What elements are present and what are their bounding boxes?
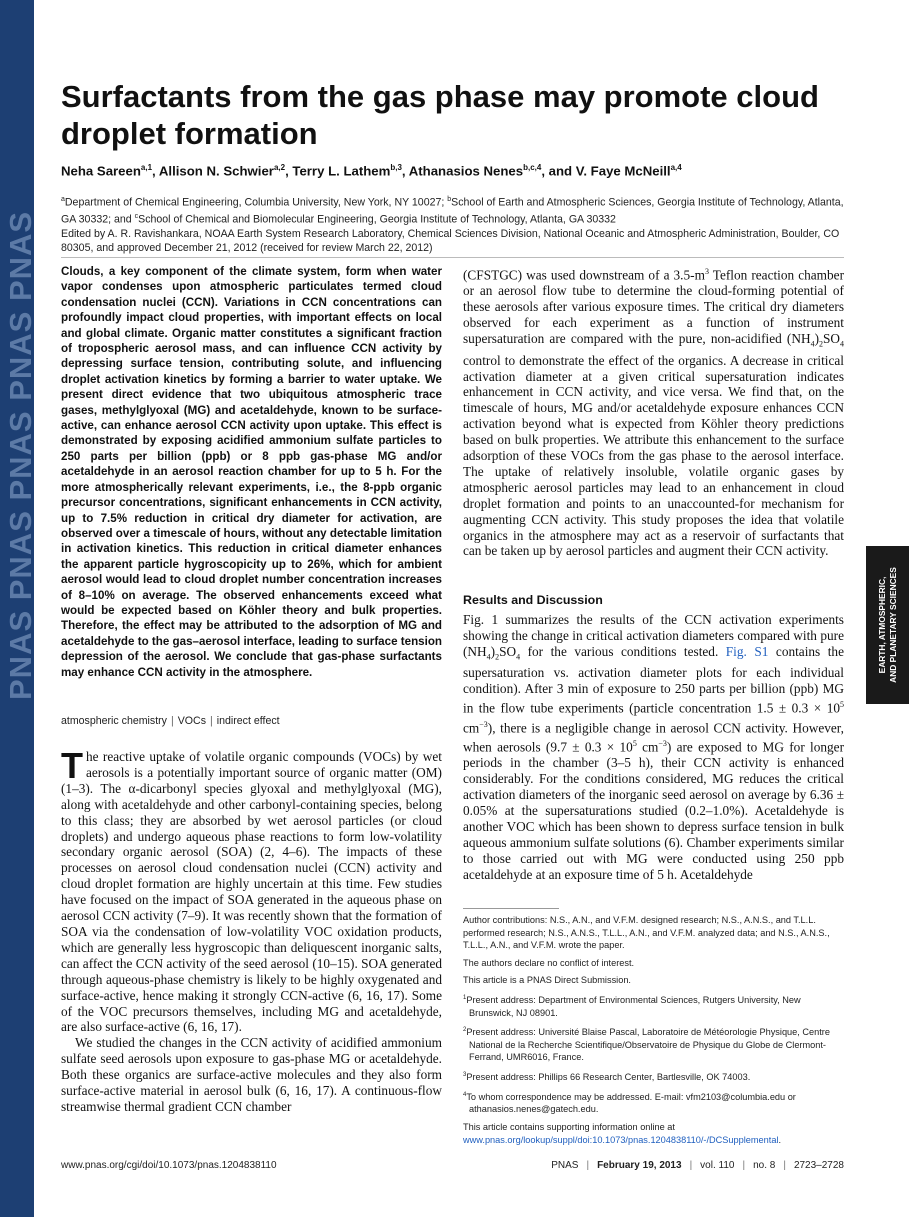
- footer-citation: PNAS | February 19, 2013 | vol. 110 | no. 8 | 2723–2728: [551, 1160, 844, 1171]
- keyword: VOCs: [177, 715, 206, 727]
- author-name: Terry L. Lathem: [292, 163, 391, 179]
- author-affiliation-sup: b,3: [390, 163, 402, 172]
- results-paragraph: Fig. 1 summarizes the results of the CCN activation experiments showing the change in critical activation diameters compared with pure $(NH_4)_2SO_4$ for the various conditions tested. Fig. S1 contains the supersaturation vs. activation diameter plots for each individual condition). After 3 min of exposure to 250 parts per billion (ppb) MG in the flow tube experiments (particle concentration $1.5 \pm 0.3 \times 10^5$ $cm^{-3}$), there is a negligible change in aerosol CCN activity. However, when aerosols ($9.7 \pm 0.3 \times 10^5$ $cm^{-3}$) are exposed to MG for longer periods in the chamber (3–5 h), their CCN activity is enhanced considerably. For the conditions considered, MG reduces the critical activation diameters of the inorganic seed aerosol on average by 6.36 ± 0.05% at the supersaturations studied (0.2–1.0%). Acetaldehyde is another VOC which has been shown to depress surface tension in bulk aqueous ammonium sulfate solutions (6). Chamber experiments similar to those carried out with MG were conducted using 250 ppb acetaldehyde at an exposure time of 5 h. Acetaldehyde: [463, 612, 844, 882]
- introduction: [61, 745, 442, 1115]
- keyword: indirect effect: [216, 715, 280, 727]
- footnote-4: $^4$To whom correspondence may be addressed. E-mail: vfm2103@columbia.edu or athanasios.nenes@gatech.edu.: [463, 1091, 796, 1115]
- author-name: Allison N. Schwier: [158, 163, 274, 179]
- side-tab-line-1: EARTH, ATMOSPHERIC,: [876, 576, 887, 674]
- intro-continuation: (CFSTGC) was used downstream of a $3.5-m^3$ Teflon reaction chamber or an aerosol flow tube to determine the cloud-forming potential of these aerosols after various exposure times. The critical dry diameters observed for each experiment as a function of instrument supersaturation are compared with the pure, non-acidified $(NH_4)_2SO_4$ control to demonstrate the effect of the organics. A decrease in critical activation diameter at a given critical supersaturation indicates enhancement in CCN activity, and vice versa. We find that, on the timescale of hours, MG and/or acetaldehyde exposure enhances CCN activation beyond what is expected from Köhler theory predictions based on bulk properties. We attribute this enhancement to the surface adsorption of these VOCs from the gas phase to the aerosol interface. The uptake of relatively insoluble, volatile organic gases by atmospheric aerosol particles may lead to an enhancement in cloud droplet formation and points to an unaccounted-for mechanism for augmenting CCN activity. This study proposes the idea that volatile organics in the atmosphere may act as a reservoir of surfactants that can be taken up by aerosol particles and augment their CCN activity.: [463, 267, 845, 559]
- footer-date: February 19, 2013: [597, 1160, 682, 1171]
- affiliation-c: School of Chemical and Biomolecular Engineering, Georgia Institute of Technology, Atlanta, GA 30332: [138, 213, 616, 226]
- footer-journal: PNAS: [551, 1160, 579, 1171]
- direct-submission-note: This article is a PNAS Direct Submission.: [463, 975, 631, 986]
- side-tab-line-2: AND PLANETARY SCIENCES: [887, 567, 898, 683]
- author-name: V. Faye McNeill: [575, 163, 671, 179]
- affiliation-a: Department of Chemical Engineering, Columbia University, New York, NY 10027;: [64, 196, 448, 209]
- author-name: Athanasios Nenes: [408, 163, 524, 179]
- drop-cap: T: [61, 745, 83, 786]
- author-affiliation-sup: b,c,4: [523, 163, 542, 172]
- keywords: atmospheric chemistry | VOCs | indirect effect: [61, 715, 280, 727]
- footnote-3: $^3$Present address: Phillips 66 Research Center, Bartlesville, OK 74003.: [463, 1072, 751, 1083]
- intro-paragraph-2: We studied the changes in the CCN activity of acidified ammonium sulfate seed aerosols upon exposure to gas-phase MG or acetaldehyde. Both these organics are surface-active molecules and they also form surface-active material in aerosol bulk (6, 16, 17). A continuous-flow streamwise thermal gradient CCN chamber: [61, 1035, 442, 1114]
- author-list: Neha Sareen$^{a,1}$, Allison N. Schwier$^{a,2}$, Terry L. Lathem$^{b,3}$, Athanasios Nenes$^{b,c,4}$, and V. Faye McNeill$^{a,4}$: [61, 163, 682, 179]
- footnote-1: $^1$Present address: Department of Environmental Sciences, Rutgers University, New Brunswick, NJ 08901.: [463, 994, 801, 1018]
- abstract: Clouds, a key component of the climate system, form when water vapor condenses upon atmospheric particulates termed cloud condensation nuclei (CCN). Variations in CCN concentrations can profoundly impact cloud properties, with important effects on local and global climate. Organic matter constitutes a significant fraction of tropospheric aerosol mass, and can influence CCN activity by depressing surface tension, contributing solute, and influencing droplet activation kinetics by forming a barrier to water uptake. We present direct evidence that two ubiquitous atmospheric trace gases, methylglyoxal (MG) and acetaldehyde, known to be surface-active, can enhance aerosol CCN activity upon uptake. This effect is demonstrated by exposing acidified ammonium sulfate particles to 250 parts per billion (ppb) or 8 ppb gas-phase MG and/or acetaldehyde in an aerosol reaction chamber for up to 5 h. For the more atmospherically relevant experiments, i.e., the 8-ppb organic precursor concentrations, significant enhancements in CCN activity, up to 7.5% reduction in critical dry diameter for activation, are observed over a timescale of hours, without any detectable limitation in activation kinetics. This reduction in critical diameter enhances the apparent particle hygroscopicity up to 26%, which for ambient aerosol would lead to cloud droplet number concentration increases of 8–10% on average. The observed enhancements exceed what would be expected based on Köhler theory and bulk properties. Therefore, the effect may be attributed to the adsorption of MG and acetaldehyde to the gas–aerosol interface, leading to surface tension depression of the aerosol. We conclude that gas-phase surfactants may enhance CCN activity in the atmosphere.: [61, 265, 442, 679]
- intro-paragraph-1: he reactive uptake of volatile organic compounds (VOCs) by wet aerosols is a potentially important source of organic matter (OM) (1–3). The α-dicarbonyl species glyoxal and methylglyoxal (MG), along with acetaldehyde and other carbonyl-containing species, belong to this class; they are absorbed by wet aerosol particles (or cloud droplets) and undergo aqueous phase reactions to form low-volatility secondary organic aerosol (SOA) (2, 4–6). The impacts of these processes on aerosol cloud condensation nuclei (CCN) activity and cloud droplet formation are highly uncertain at this time. Few studies have focused on the impact of SOA generated in the aqueous phase on aerosol CCN activity (7–9). It was recently shown that the formation of SOA via the condensation of low-volatility VOC oxidation products, which are generally less hygroscopic than deliquescent inorganic salts, can affect the CCN activity of the seed aerosol (10–15). SOA generated through aqueous-phase chemistry is likely to be highly oxygenated and surface-active, hence making it strongly CCN-active (6, 16, 17). Some of the VOC precursors themselves, including MG and acetaldehyde, are also surface-active (6, 16, 17).: [61, 749, 442, 1035]
- figure-s1-link[interactable]: Fig. S1: [725, 643, 769, 659]
- footer-doi-link[interactable]: www.pnas.org/cgi/doi/10.1073/pnas.1204838110: [61, 1160, 277, 1171]
- keyword: atmospheric chemistry: [61, 715, 167, 727]
- pnas-sidebar-logo-text: PNAS PNAS PNAS PNAS PNAS: [3, 210, 38, 700]
- edited-by: Edited by A. R. Ravishankara, NOAA Earth System Research Laboratory, Chemical Sciences Division, National Oceanic and Atmospheric Administration, Boulder, CO 80305, and approved December 21, 2012 (received for review March 22, 2012): [61, 228, 840, 254]
- footnote-2: $^2$Present address: Université Blaise Pascal, Laboratoire de Météorologie Physique, Centre National de la Recherche Scientifique/Observatoire de Physique du Globe de Clermont-Ferrand, UMR6016, France.: [463, 1027, 830, 1063]
- header-divider: [61, 257, 844, 258]
- section-heading-results: Results and Discussion: [463, 593, 603, 607]
- section-side-tab: [866, 546, 909, 704]
- author-contributions: Author contributions: N.S., A.N., and V.F.M. designed research; N.S., A.N.S., and T.L.L. performed research; N.S., A.N.S., T.L.L., A.N., and V.F.M. analyzed data; and N.S., A.N.S., T.L.L., A.N., and V.F.M. wrote the paper.: [463, 915, 830, 951]
- footnote-divider: [463, 908, 559, 909]
- pnas-sidebar: [0, 0, 38, 1217]
- footer-volume: vol. 110: [700, 1160, 735, 1171]
- footer-pages: 2723–2728: [793, 1160, 844, 1171]
- footnotes: [463, 914, 844, 1151]
- author-name: Neha Sareen: [61, 163, 141, 179]
- supporting-info-link[interactable]: www.pnas.org/lookup/suppl/doi:10.1073/pnas.1204838110/-/DCSupplemental: [463, 1134, 779, 1145]
- author-affiliation-sup: a,4: [670, 163, 682, 172]
- footer-number: no. 8: [753, 1160, 776, 1171]
- affiliation-b: School of Earth and Atmospheric Sciences, Georgia Institute of Technology, Atlanta, GA 30332; and: [61, 196, 844, 226]
- conflict-statement: The authors declare no conflict of interest.: [463, 957, 635, 968]
- supporting-info-note: This article contains supporting information online at www.pnas.org/lookup/suppl/doi:10.1073/pnas.1204838110/-/DCSupplemental.: [463, 1121, 782, 1145]
- author-affiliation-sup: a,1: [140, 163, 153, 172]
- author-affiliation-sup: a,2: [273, 163, 286, 172]
- article-title: Surfactants from the gas phase may promote cloud droplet formation: [61, 79, 819, 151]
- affiliations: $^a$Department of Chemical Engineering, Columbia University, New York, NY 10027; $^b$School of Earth and Atmospheric Sciences, Georgia Institute of Technology, Atlanta, GA 30332; and $^c$School of Chemical and Biomolecular Engineering, Georgia Institute of Technology, Atlanta, GA 30332: [61, 196, 844, 226]
